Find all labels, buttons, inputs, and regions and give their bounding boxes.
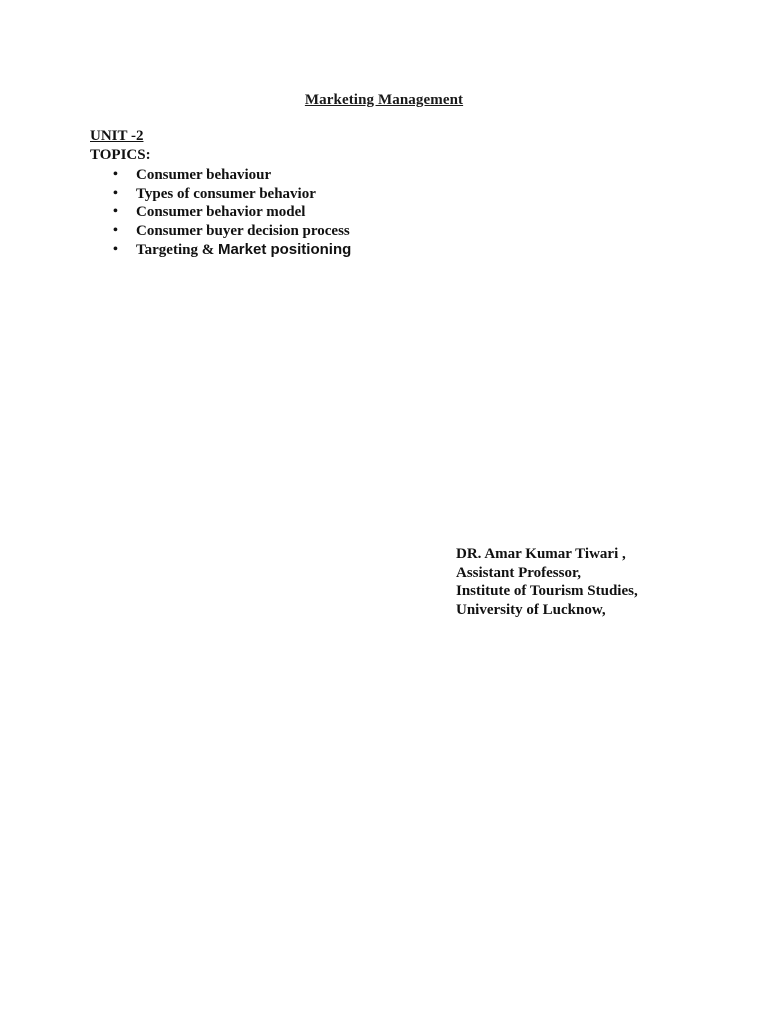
author-block <box>456 545 638 619</box>
list-item <box>110 241 351 260</box>
author-name: DR. Amar Kumar Tiwari , <box>456 546 626 562</box>
topic-text: Consumer behaviour <box>136 167 272 183</box>
author-designation: Assistant Professor, <box>456 564 582 581</box>
bullet-icon: • <box>113 167 118 182</box>
topic-text: Consumer buyer decision process <box>136 223 350 240</box>
unit-heading: UNIT -2 <box>90 128 144 144</box>
topic-text-suffix: Market positioning <box>217 240 352 258</box>
list-item <box>110 166 351 185</box>
list-item <box>110 185 351 204</box>
topic-list <box>110 166 351 259</box>
topic-text: Consumer behavior model <box>136 204 306 221</box>
list-item <box>110 222 351 241</box>
document-title: Marketing Management <box>304 92 464 108</box>
topics-label: TOPICS: <box>90 147 151 163</box>
bullet-icon: • <box>113 223 118 239</box>
topic-text: Targeting & <box>136 241 218 258</box>
bullet-icon: • <box>113 241 118 257</box>
bullet-icon: • <box>113 204 118 220</box>
author-university: University of Lucknow, <box>456 601 606 618</box>
list-item <box>110 203 351 222</box>
topic-text: Types of consumer behavior <box>136 185 316 202</box>
bullet-icon: • <box>113 185 118 201</box>
author-institute: Institute of Tourism Studies, <box>456 583 638 600</box>
